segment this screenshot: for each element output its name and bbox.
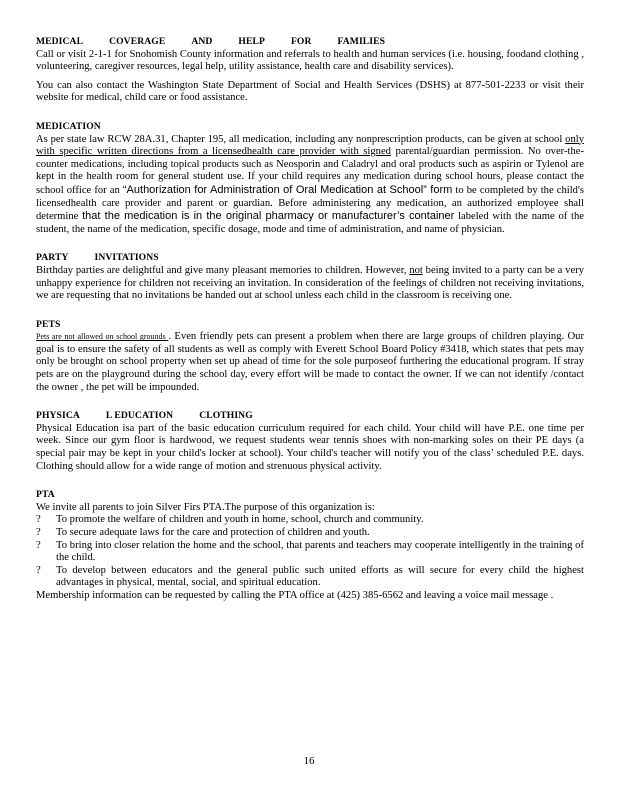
section-heading: PETS bbox=[36, 318, 61, 330]
paragraph: Pets are not allowed on school grounds . Even friendly pets can present a problem when there are large groups of children playing. Our goal is to ensure the safety of all students as well as comply with Everett School Board Policy #3418, which states that pets may only be brought on school property when set up ahead of time for the sole purposeof furthering the educational program. If stray pets are on the playground during the school day, every effort will be made to contact the owner. If we can not identify /contact the owner , the pet will be impounded. bbox=[36, 331, 585, 393]
section-heading: MEDICAL COVERAGE AND HELP FOR FAMILIES bbox=[36, 36, 386, 47]
pta-intro: We invite all parents to join Silver Firs PTA.The purpose of this organization is: bbox=[36, 501, 375, 513]
pta-membership-info: Membership information can be requested by calling the PTA office at (425) 385-6562 and leaving a voice mail message . bbox=[36, 589, 554, 601]
section-medication bbox=[36, 121, 584, 236]
section-pets bbox=[36, 319, 584, 395]
section-pta bbox=[36, 489, 584, 602]
list-item: ? To develop between educators and the general public such united efforts as will secure for every child the highest advantages in physical, mental, social, and spiritual education. bbox=[36, 564, 584, 589]
paragraph: As per state law RCW 28A.31, Chapter 195, all medication, including any nonprescription products, can be given at school only with specific written directions from a licensedhealth care provider with signed parental/guardian permission. No over-the-counter medications, including topical products such as Neosporin and Caladryl and oral products such as aspirin or Tylenol are kept in the health room for general student use. If your child requires any medication during school hours, please contact the school office for an “Authorization for Administration of Oral Medication at School” form to be completed by the child's licensedhealth care provider and parent or guardian. Before administering any medication, an authorized employee shall determine that the medication is in the original pharmacy or manufacturer’s container labeled with the name of the student, the name of the medication, specific dosage, mode and time of administration, and name of physician. bbox=[36, 133, 584, 235]
list-item: ? To promote the welfare of children and youth in home, school, church and community. bbox=[36, 514, 424, 526]
paragraph: Birthday parties are delightful and give many pleasant memories to children. However, not being invited to a party can be a very unhappy experience for children not receiving an invitation. In consideration of the feelings of children not receiving invitations, we are requesting that no invitations be handed out at school unless each child in the classroom is receiving one. bbox=[36, 264, 585, 302]
paragraph: Call or visit 2-1-1 for Snohomish County information and referrals to health and human services (i.e. housing, foodand clothing , volunteering, caregiver resources, legal help, utility assistance, health care and disability services). bbox=[36, 48, 584, 73]
section-party-invitations bbox=[36, 252, 584, 302]
pta-purpose-list bbox=[36, 514, 584, 590]
paragraph: You can also contact the Washington State Department of Social and Health Services (DSHS) at 877-501-2233 or visit their website for medical, child care or food assistance. bbox=[36, 79, 584, 104]
page-number: 16 bbox=[303, 755, 315, 767]
section-heading: PHYSICA L EDUCATION CLOTHING bbox=[36, 410, 253, 422]
section-heading: MEDICATION bbox=[36, 120, 101, 132]
paragraph: Physical Education isa part of the basic education curriculum required for each child. Your child will have P.E. one time per week. Since our gym floor is hardwood, we request students wear tennis shoes with non-marking soles on their PE days (a special pair may be kept in your child's locker at school). Your child's teacher will notify you of the class’ scheduled P.E. days. Clothing should allow for a wide range of motion and strenuous physical activity. bbox=[36, 422, 584, 472]
section-heading: PARTY INVITATIONS bbox=[36, 252, 159, 264]
list-item: ? To secure adequate laws for the care and protection of children and youth. bbox=[36, 527, 370, 538]
section-physical-education bbox=[36, 410, 584, 473]
section-heading: PTA bbox=[36, 489, 55, 501]
section-medical-coverage bbox=[36, 36, 584, 105]
document-page bbox=[36, 36, 584, 619]
list-item: ? To bring into closer relation the home and the school, that parents and teachers may cooperate intelligently in the training of the child. bbox=[36, 539, 584, 564]
